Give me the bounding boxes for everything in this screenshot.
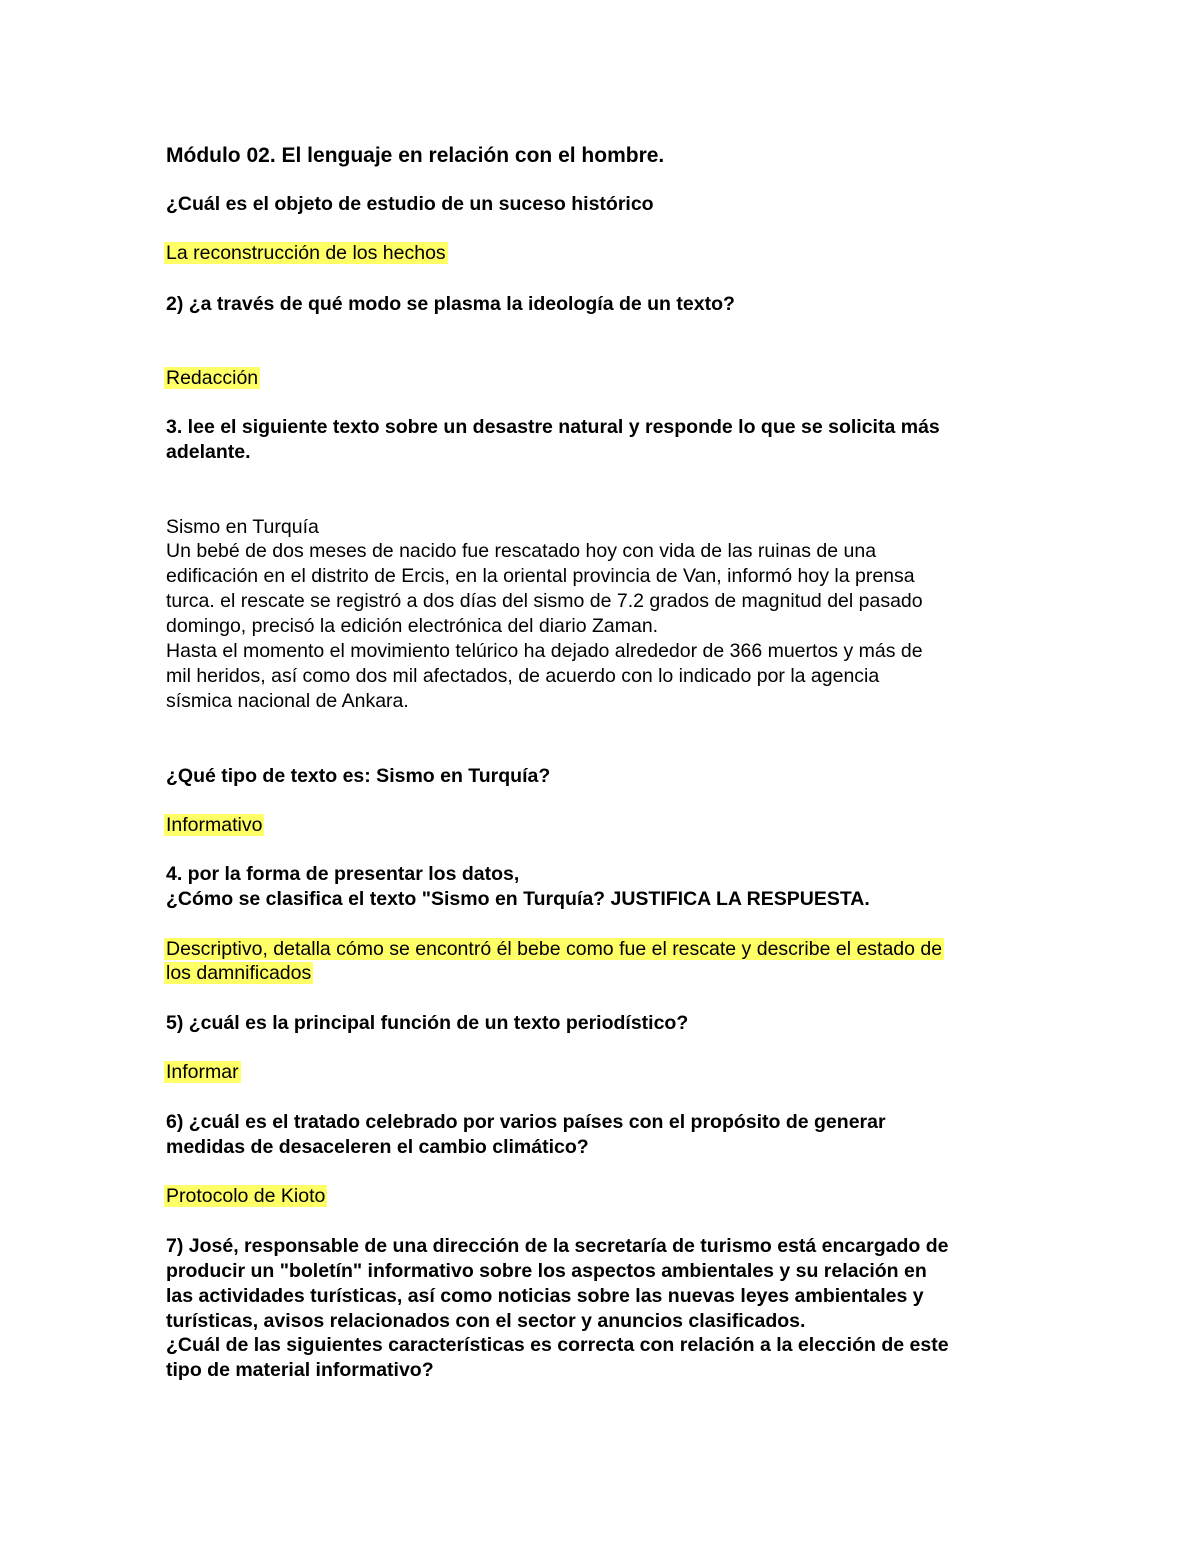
answer-4-line	[166, 961, 313, 986]
answer-2-highlight: Redacción	[166, 367, 259, 389]
answer-6	[166, 1184, 327, 1209]
question-1: ¿Cuál es el objeto de estudio de un suceso histórico	[166, 193, 654, 215]
page-title: Módulo 02. El lenguaje en relación con el hombre.	[166, 144, 665, 167]
question-5: 5) ¿cuál es la principal función de un texto periodístico?	[166, 1012, 689, 1034]
question-3-line: 3. lee el siguiente texto sobre un desastre natural y responde lo que se solicita más	[166, 416, 940, 438]
question-4-line: ¿Cómo se clasifica el texto "Sismo en Turquía? JUSTIFICA LA RESPUESTA.	[166, 888, 870, 910]
question-2: 2) ¿a través de qué modo se plasma la ideología de un texto?	[166, 293, 735, 315]
question-6-line: 6) ¿cuál es el tratado celebrado por varios países con el propósito de generar	[166, 1111, 886, 1133]
question-7-line: 7) José, responsable de una dirección de la secretaría de turismo está encargado de	[166, 1235, 949, 1257]
passage-line: domingo, precisó la edición electrónica del diario Zaman.	[166, 615, 659, 637]
answer-5-highlight: Informar	[166, 1061, 239, 1083]
question-6-line: medidas de desaceleren el cambio climático?	[166, 1136, 589, 1158]
answer-5	[166, 1060, 241, 1085]
question-7-line: tipo de material informativo?	[166, 1359, 434, 1381]
passage-line: Sismo en Turquía	[166, 516, 319, 538]
answer-4-line	[166, 937, 944, 962]
question-7-line: ¿Cuál de las siguientes características es correcta con relación a la elección de este	[166, 1334, 949, 1356]
answer-2	[166, 366, 260, 391]
question-3-sub: ¿Qué tipo de texto es: Sismo en Turquía?	[166, 765, 551, 787]
passage-line: Hasta el momento el movimiento telúrico ha dejado alrededor de 366 muertos y más de	[166, 640, 923, 662]
answer-4-highlight: Descriptivo, detalla cómo se encontró él bebe como fue el rescate y describe el estado de	[166, 938, 943, 960]
answer-6-highlight: Protocolo de Kioto	[166, 1185, 326, 1207]
passage-line: turca. el rescate se registró a dos días del sismo de 7.2 grados de magnitud del pasado	[166, 590, 923, 612]
question-4-line: 4. por la forma de presentar los datos,	[166, 863, 520, 885]
question-3-line: adelante.	[166, 441, 251, 463]
passage-line: edificación en el distrito de Ercis, en la oriental provincia de Van, informó hoy la prensa	[166, 565, 915, 587]
question-7-line: las actividades turísticas, así como noticias sobre las nuevas leyes ambientales y	[166, 1285, 924, 1307]
passage-line: sísmica nacional de Ankara.	[166, 690, 409, 712]
answer-3	[166, 813, 264, 838]
answer-3-highlight: Informativo	[166, 814, 263, 836]
question-7-line: producir un "boletín" informativo sobre los aspectos ambientales y su relación en	[166, 1260, 927, 1282]
answer-4-highlight: los damnificados	[166, 962, 312, 984]
passage-line: mil heridos, así como dos mil afectados, de acuerdo con lo indicado por la agencia	[166, 665, 880, 687]
answer-1-highlight: La reconstrucción de los hechos	[166, 242, 446, 264]
answer-1	[166, 241, 448, 266]
question-7-line: turísticas, avisos relacionados con el sector y anuncios clasificados.	[166, 1310, 806, 1332]
passage-line: Un bebé de dos meses de nacido fue rescatado hoy con vida de las ruinas de una	[166, 540, 877, 562]
